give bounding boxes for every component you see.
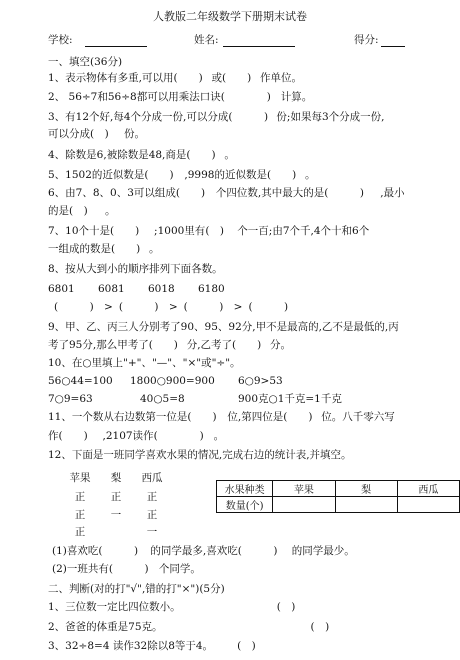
- q9-blank-2[interactable]: ( ): [232, 339, 262, 351]
- q8-number-4: 6180: [198, 283, 225, 295]
- score-blank[interactable]: [381, 35, 405, 47]
- question-8: 8、按从大到小的顺序排列下面各数。: [48, 263, 223, 275]
- tally-mark: 正: [110, 491, 122, 503]
- question-2: 2、 56÷7和56÷8都可以用乘法口诀( ) 计算。: [48, 91, 313, 103]
- q11-blank-4[interactable]: ( ): [153, 430, 204, 442]
- q11-blank-3[interactable]: ( ): [58, 430, 88, 442]
- tally-mark: 正: [74, 526, 86, 538]
- q1-blank-1[interactable]: ( ): [173, 72, 203, 84]
- judge-question-3: 3、32÷8=4 读作32除以8等于4。 ( ): [48, 639, 273, 653]
- tally-mark: 正: [146, 491, 158, 503]
- tally-mark: 一: [110, 509, 122, 521]
- question-3-line-2: 可以分成( ) 份。: [48, 128, 145, 140]
- judge-question-2: 2、爸爸的体重是75克。 ( ): [48, 620, 347, 634]
- q6-blank-2[interactable]: ( ): [324, 187, 364, 199]
- table-header-cell: 苹果: [273, 481, 335, 497]
- q12-blank-1[interactable]: ( ): [98, 545, 139, 557]
- question-9-line-1: 9、甲、乙、丙三人分别考了90、95、92分,甲不是最高的,乙不是最低的,丙: [48, 321, 399, 333]
- judge-blank-2[interactable]: ( ): [310, 621, 330, 633]
- q7-blank-2[interactable]: ( ): [205, 225, 225, 237]
- tally-mark: 正: [146, 509, 158, 521]
- table-header-cell: 梨: [335, 481, 397, 497]
- fruit-label-pear: 梨: [110, 472, 122, 484]
- q10-item-6[interactable]: 900克○1千克=1千克: [238, 393, 342, 405]
- name-blank[interactable]: [223, 35, 295, 47]
- table-header-cell: 水果种类: [217, 481, 273, 497]
- fruit-stat-table: [216, 480, 460, 513]
- q10-item-5[interactable]: 40○5=8: [140, 393, 185, 405]
- q7-blank-3[interactable]: ( ): [111, 243, 141, 255]
- section1-heading: 一、填空(36分): [48, 56, 123, 68]
- q10-item-1[interactable]: 56○44=100: [48, 375, 113, 387]
- fruit-label-watermelon: 西瓜: [141, 472, 163, 484]
- question-11-line-1: 11、一个数从右边数第一位是( ) 位,第四位是( ) 位。八千零六写: [48, 411, 395, 423]
- question-6-line-2: 的是( ) 。: [48, 205, 116, 217]
- q11-blank-1[interactable]: ( ): [187, 411, 217, 423]
- q7-blank-1[interactable]: ( ): [110, 225, 140, 237]
- pear-count-cell[interactable]: [335, 497, 397, 513]
- q8-number-1: 6801: [48, 283, 75, 295]
- table-header-cell: 西瓜: [397, 481, 459, 497]
- table-row: [217, 481, 460, 497]
- section2-heading: 二、判断(对的打"√",错的打"×")(5分): [48, 583, 225, 595]
- school-row: [48, 33, 147, 47]
- q8-blank-1[interactable]: ( ): [54, 301, 94, 313]
- school-blank[interactable]: [85, 35, 147, 47]
- tally-mark: 正: [74, 509, 86, 521]
- q12-blank-3[interactable]: ( ): [108, 563, 149, 575]
- q11-blank-2[interactable]: ( ): [283, 411, 313, 423]
- score-label: 得分:: [354, 34, 379, 46]
- q10-item-2[interactable]: 1800○900=900: [130, 375, 215, 387]
- q2-blank[interactable]: ( ): [220, 91, 271, 103]
- judge-question-1: 1、三位数一定比四位数小。 ( ): [48, 600, 313, 614]
- q3-blank-2[interactable]: ( ): [90, 128, 109, 140]
- q8-number-2: 6081: [98, 283, 125, 295]
- question-9-line-2: 考了95分,那么甲考了( ) 分,乙考了( ) 分。: [48, 339, 292, 351]
- question-4: 4、除数是6,被除数是48,商是( ) 。: [48, 149, 235, 161]
- question-7-line-2: 一组成的数是( ) 。: [48, 243, 160, 255]
- question-10: 10、在○里填上"+"、"—"、"×"或"÷"。: [48, 357, 241, 369]
- q8-blank-4[interactable]: ( ): [248, 301, 289, 313]
- judge-blank-3[interactable]: ( ): [237, 640, 256, 652]
- q6-blank-3[interactable]: ( ): [69, 205, 88, 217]
- question-6-line-1: 6、由7、8、0、3可以组成( ) 个四位数,其中最大的是( ) ,最小: [48, 187, 405, 199]
- q8-blank-3[interactable]: ( ): [183, 301, 224, 313]
- q5-blank-1[interactable]: ( ): [144, 169, 174, 181]
- q12-sub-1: (1)喜欢吃( ) 的同学最多,喜欢吃( ) 的同学最少。: [52, 545, 355, 557]
- school-label: 学校:: [48, 34, 73, 46]
- question-12: 12、下面是一班同学喜欢水果的情况,完成右边的统计表,并填空。: [48, 449, 352, 461]
- tally-mark: 正: [74, 491, 86, 503]
- q12-blank-2[interactable]: ( ): [237, 545, 278, 557]
- watermelon-count-cell[interactable]: [397, 497, 459, 513]
- q4-blank[interactable]: ( ): [186, 149, 216, 161]
- q10-item-4[interactable]: 7○9=63: [48, 393, 93, 405]
- q10-item-3[interactable]: 6○9>53: [238, 375, 283, 387]
- name-row: [194, 33, 295, 47]
- judge-blank-1[interactable]: ( ): [276, 601, 296, 613]
- tally-mark: 一: [146, 526, 158, 538]
- name-label: 姓名:: [194, 34, 219, 46]
- question-11-line-2: 作( ) ,2107读作( ) 。: [48, 430, 225, 442]
- fruit-label-apple: 苹果: [69, 472, 91, 484]
- table-row-label: 数量(个): [217, 497, 273, 513]
- q8-number-3: 6018: [148, 283, 175, 295]
- apple-count-cell[interactable]: [273, 497, 335, 513]
- q6-blank-1[interactable]: ( ): [175, 187, 206, 199]
- question-3-line-1: 3、有12个好,每4个分成一份,可以分成( ) 份;如果每3个分成一份,: [48, 111, 385, 123]
- q5-blank-2[interactable]: ( ): [266, 169, 297, 181]
- score-row: [354, 33, 405, 47]
- question-1: 1、表示物体有多重,可以用( ) 或( ) 作单位。: [48, 72, 303, 84]
- q8-blank-2[interactable]: ( ): [118, 301, 159, 313]
- q9-blank-1[interactable]: ( ): [148, 339, 178, 351]
- table-row: [217, 497, 460, 513]
- page-title: 人教版二年级数学下册期末试卷: [153, 10, 307, 23]
- question-7-line-1: 7、10个十是( ) ;1000里有( ) 个一百;由7个千,4个十和6个: [48, 225, 370, 237]
- question-5: 5、1502的近似数是( ) ,9998的近似数是( ) 。: [48, 169, 316, 181]
- q3-blank-1[interactable]: ( ): [228, 111, 269, 123]
- q8-order-row: ( ) > ( ) > ( ) > ( ): [54, 300, 304, 314]
- q12-sub-2: (2)一班共有( ) 个同学。: [52, 563, 201, 575]
- q1-blank-2[interactable]: ( ): [222, 72, 252, 84]
